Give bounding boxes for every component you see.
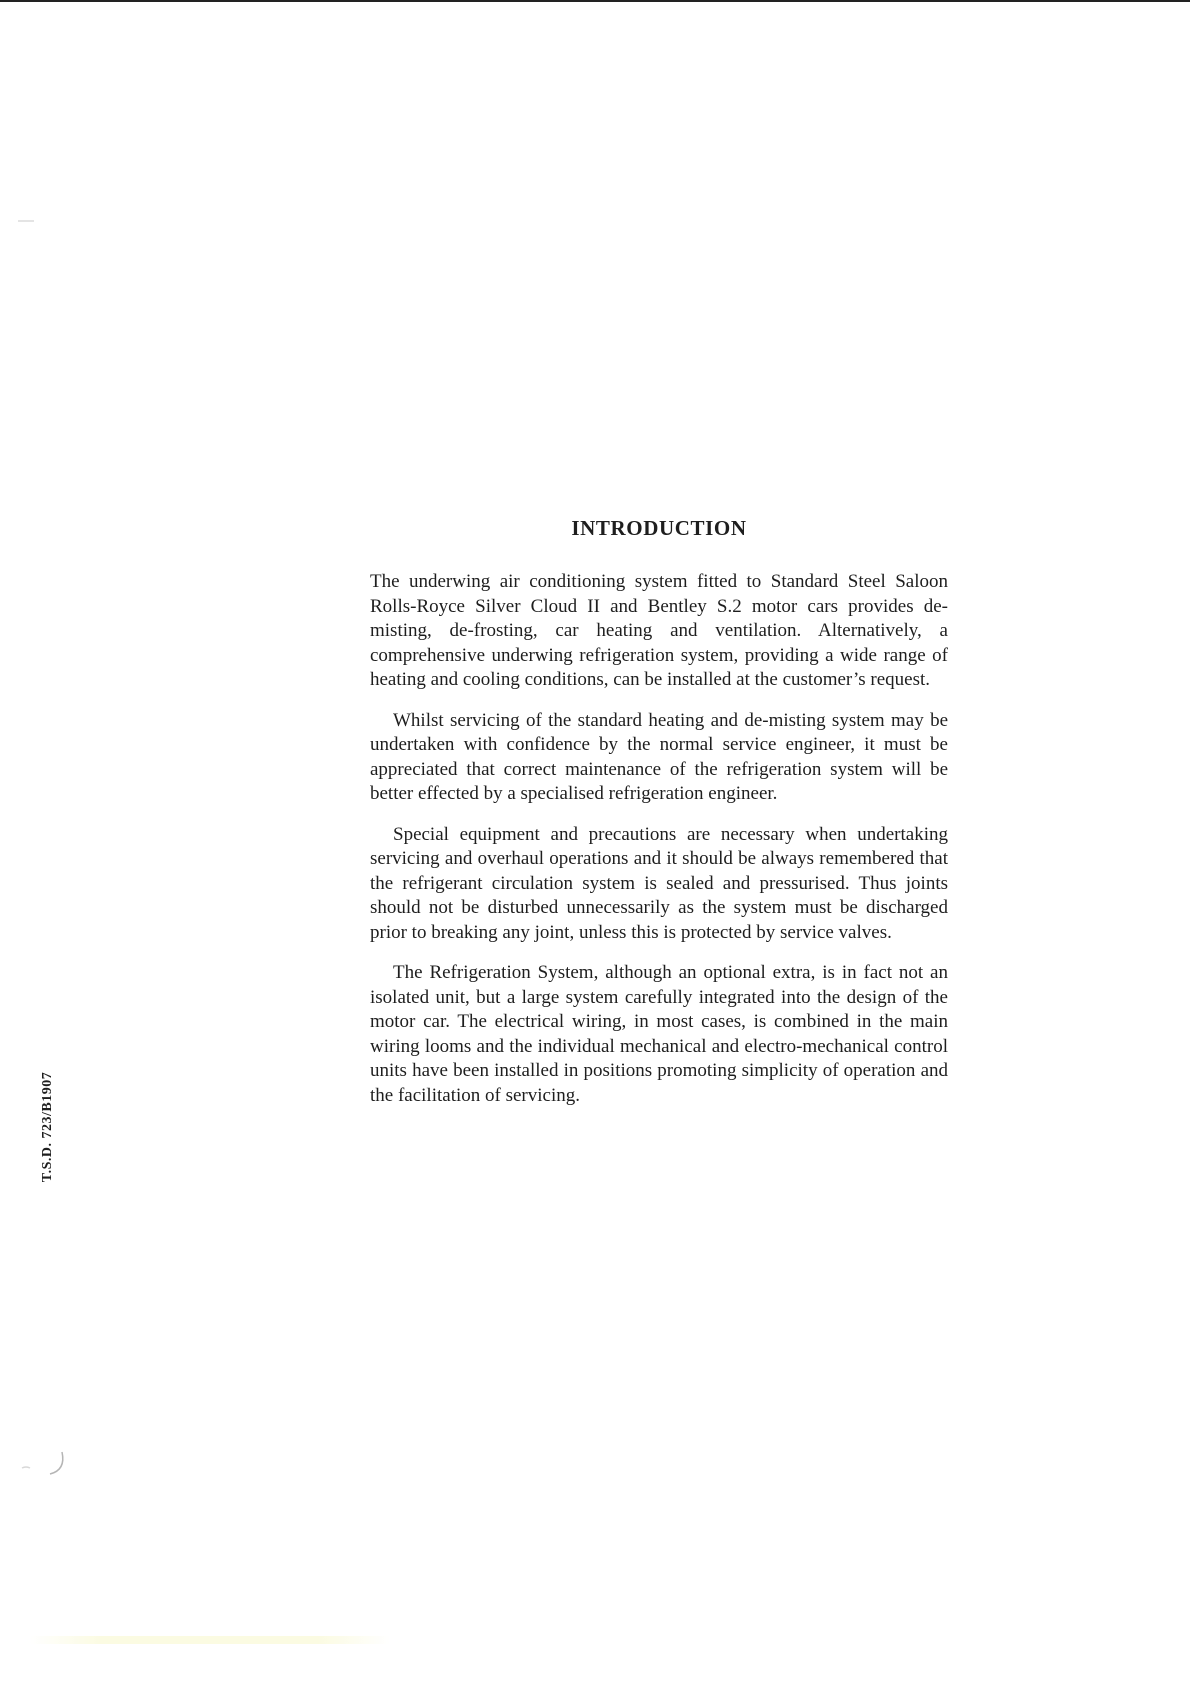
scan-mark (20, 1448, 70, 1478)
scan-discoloration (30, 1636, 390, 1644)
paragraph-4: The Refrigeration System, although an optional extra, is in fact not an isolated unit, but a large system carefully integrated into the design of the motor car. The electrical wiring, in most cases, is combined in the main wiring looms and the individual mechanical and electro-mechanical control units have been installed in positions promoting simplicity of operation and the facilitation of servicing. (370, 962, 948, 1106)
paragraph-3: Special equipment and precautions are necessary when undertaking servicing and overhaul operations and it should be always remembered that the refrigerant circulation system is sealed and pressurised. Thus joints should not be disturbed unnecessarily as the system must be discharged prior to breaking any joint, unless this is protected by service valves. (370, 823, 948, 943)
page-heading: INTRODUCTION (571, 516, 747, 540)
document-reference: T.S.D. 723/B1907 (40, 1071, 55, 1183)
paragraph-2: Whilst servicing of the standard heating and de-misting system may be undertaken with confidence by the normal service engineer, it must be appreciated that correct maintenance of the refrigeration system will be better effected by a specialised refrigeration engineer. (370, 709, 948, 804)
body-text (370, 570, 948, 1124)
scan-top-edge (0, 0, 1190, 2)
scan-mark (18, 220, 34, 222)
paragraph-1: The underwing air conditioning system fitted to Standard Steel Saloon Rolls-Royce Silver Cloud II and Bentley S.2 motor cars provides de-misting, de-frosting, car heating and ventilation. Alternatively, a comprehensive underwing refrigeration system, providing a wide range of heating and cooling conditions, can be installed at the customer’s request. (370, 571, 948, 690)
